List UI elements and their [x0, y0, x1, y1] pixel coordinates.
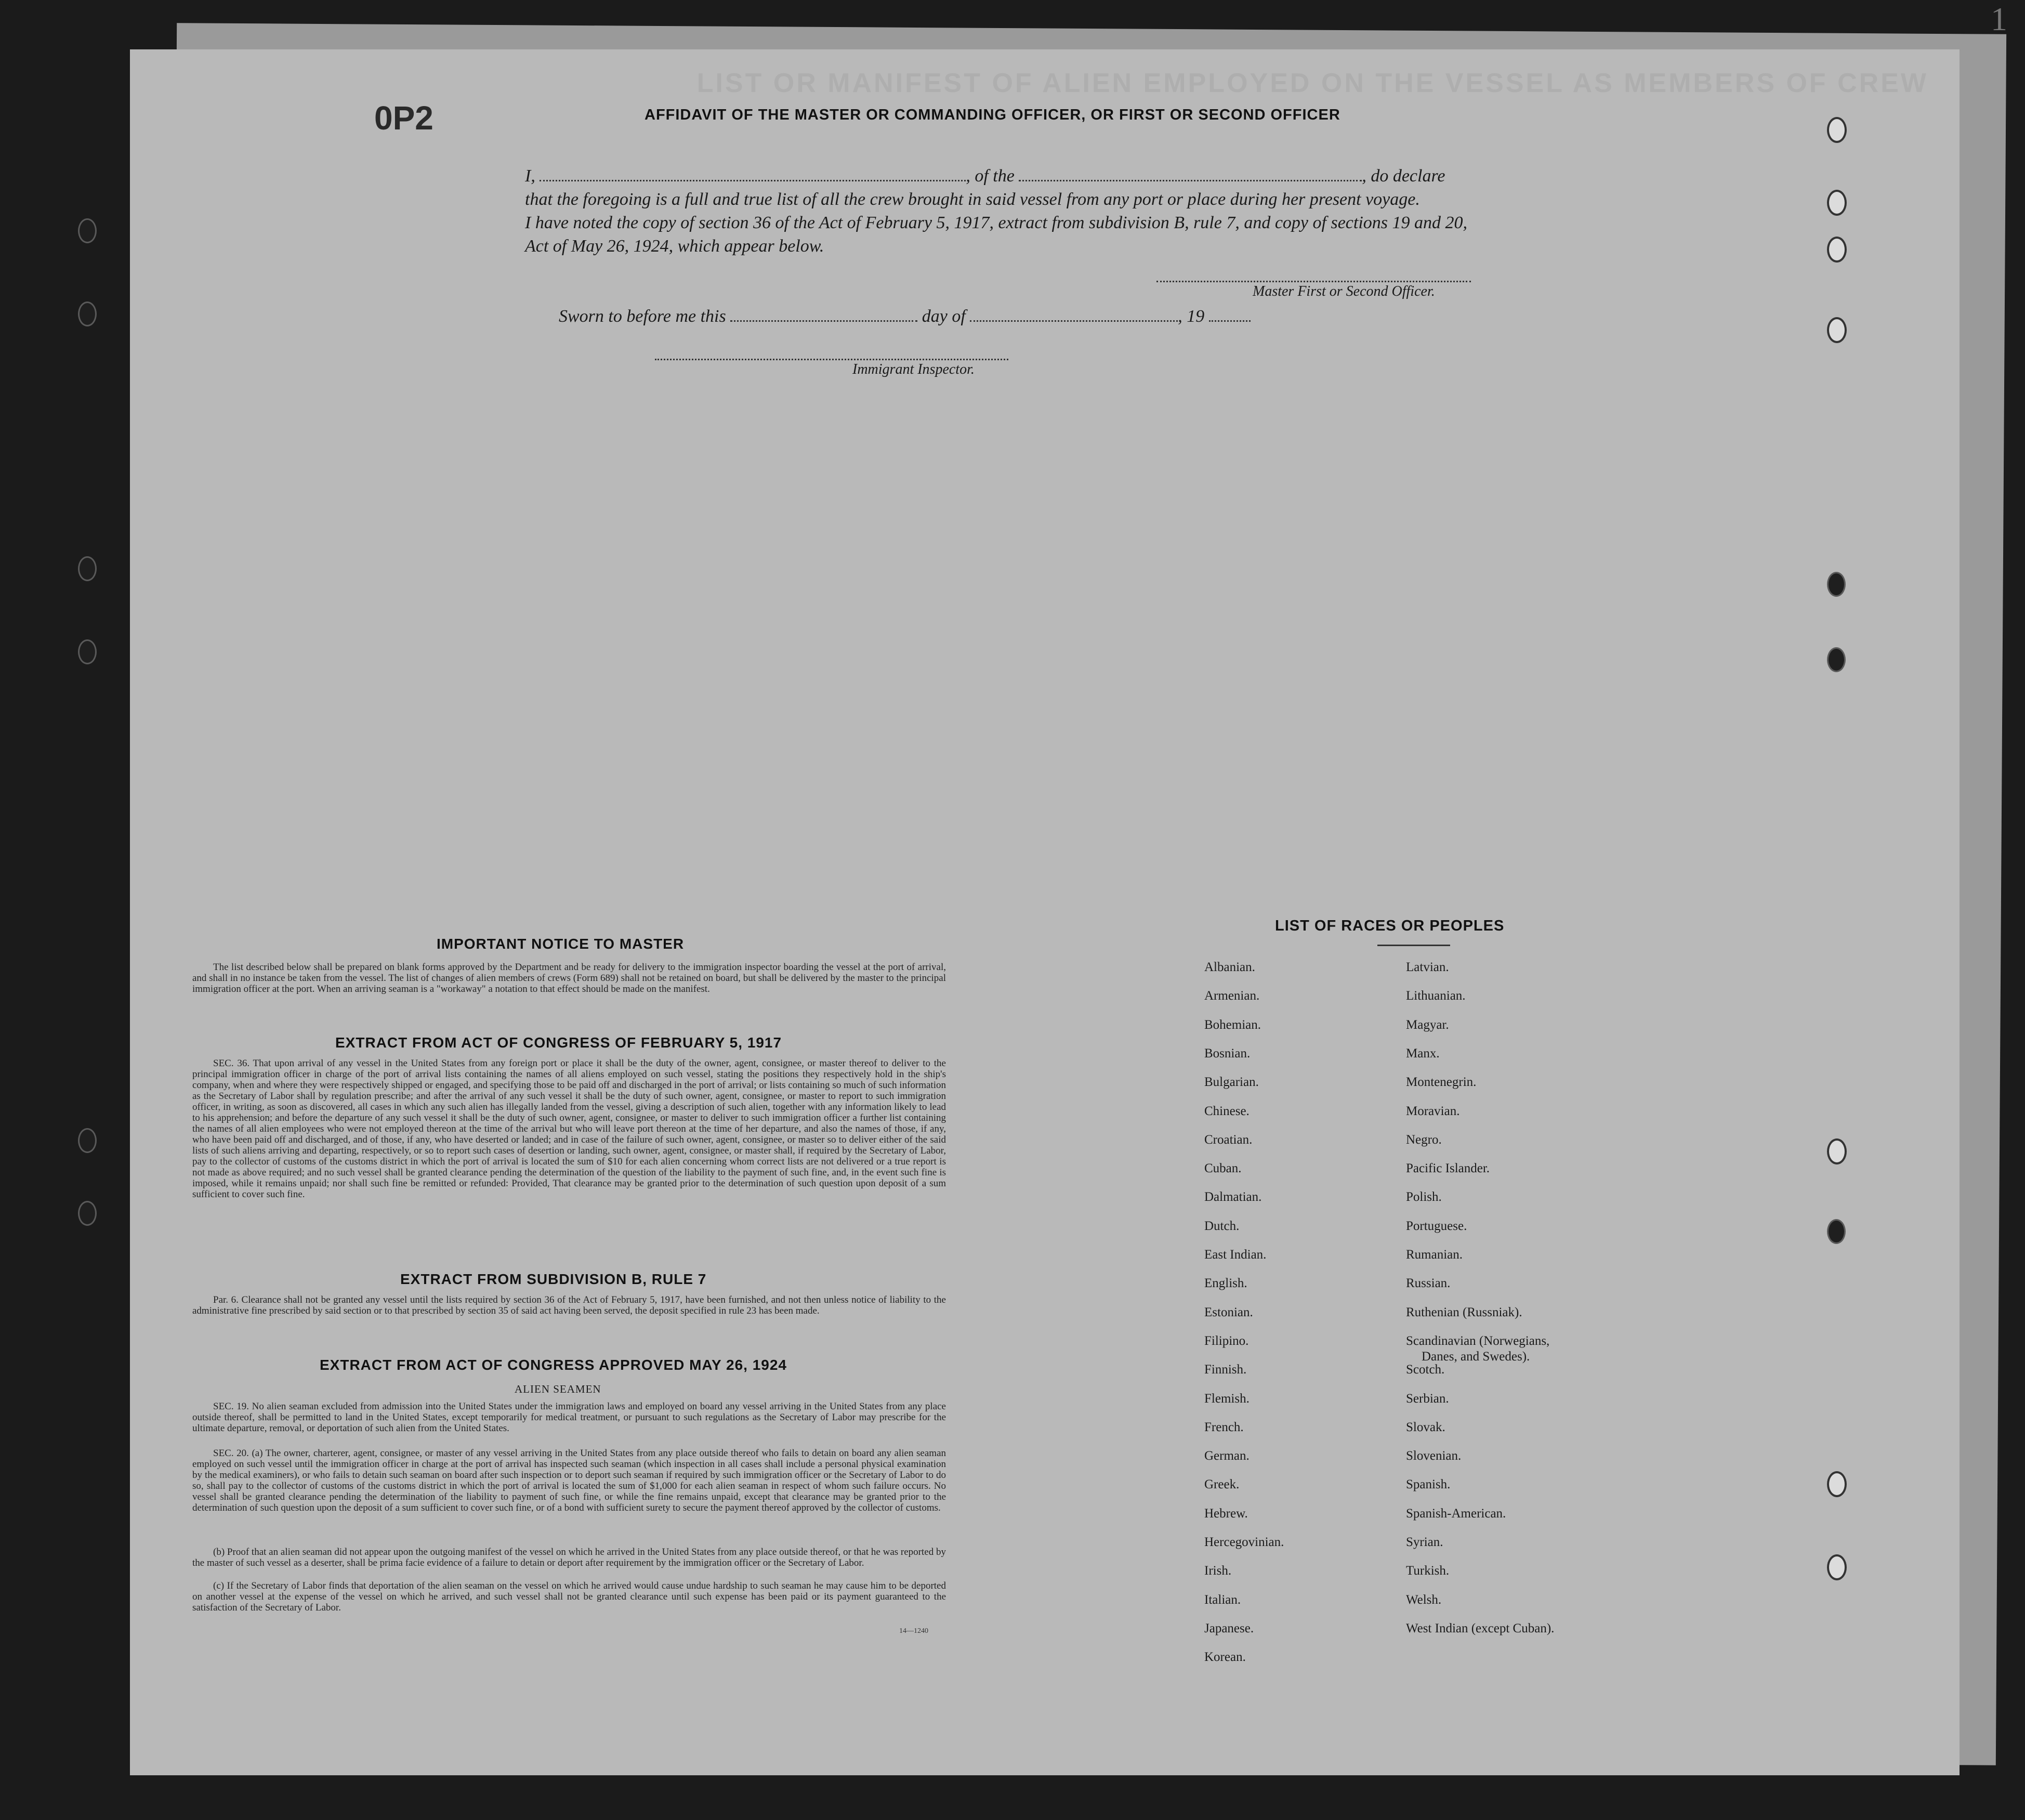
race-item: Serbian.	[1406, 1391, 1449, 1406]
race-item: Russian.	[1406, 1276, 1451, 1291]
race-item: Hebrew.	[1204, 1506, 1248, 1521]
race-item: Portuguese.	[1406, 1219, 1467, 1233]
race-item: Ruthenian (Russniak).	[1406, 1305, 1522, 1319]
rule7-body: Par. 6. Clearance shall not be granted any vessel until the lists required by section 36 of the Act of February 5, 1917, have been furnished, and not then unless notice of liability to the administrative fine prescribed by said section or to that prescribed by section 35 of said act having been served, the deposit specified in rule 23 has been made.	[192, 1294, 946, 1316]
corner-page-mark: 1	[1991, 1, 2007, 37]
race-item: Pacific Islander.	[1406, 1161, 1490, 1176]
form-code: 14—1240	[899, 1627, 928, 1635]
race-item: Scandinavian (Norwegians,	[1406, 1333, 1550, 1348]
race-item: Bosnian.	[1204, 1046, 1251, 1060]
race-item: German.	[1204, 1449, 1250, 1463]
manifest-page	[130, 49, 1960, 1775]
extract-1924-title: EXTRACT FROM ACT OF CONGRESS APPROVED MAY 26, 1924	[320, 1357, 787, 1373]
race-item: French.	[1204, 1420, 1244, 1434]
race-item: Albanian.	[1204, 960, 1255, 974]
race-item: Spanish.	[1406, 1477, 1451, 1492]
binder-hole-right-1	[1827, 117, 1847, 143]
race-item: Cuban.	[1204, 1161, 1242, 1176]
race-item: Dutch.	[1204, 1219, 1240, 1233]
race-item: Latvian.	[1406, 960, 1449, 974]
vessel-field[interactable]	[1019, 168, 1362, 181]
sworn-day-field[interactable]	[730, 309, 917, 322]
inspector-signature-label: Immigrant Inspector.	[852, 361, 975, 377]
rule7-title: EXTRACT FROM SUBDIVISION B, RULE 7	[400, 1271, 707, 1287]
race-item: Turkish.	[1406, 1564, 1450, 1578]
affidavit-line-3: I have noted the copy of section 36 of the Act of February 5, 1917, extract from subdivision B, rule 7, and copy of sections 19 and 20,	[525, 213, 1468, 232]
race-item: Flemish.	[1204, 1391, 1250, 1406]
binder-hole-left-1	[78, 218, 97, 243]
extract-1924-subtitle: ALIEN SEAMEN	[515, 1383, 601, 1395]
race-item: Magyar.	[1406, 1017, 1449, 1032]
binder-hole-left-3	[78, 556, 97, 581]
race-item: Bohemian.	[1204, 1017, 1261, 1032]
stamp-number: 0P2	[374, 99, 433, 137]
race-item: Korean.	[1204, 1650, 1246, 1665]
sworn-prefix: Sworn to before me this	[559, 307, 726, 326]
race-item: Japanese.	[1204, 1621, 1254, 1635]
race-item: Filipino.	[1204, 1333, 1249, 1348]
affidavit-line-1	[525, 166, 1445, 186]
sec-20c-body: (c) If the Secretary of Labor finds that deportation of the alien seaman on the vessel on which he arrived would cause undue hardship to such seaman he may cause him to be deported on another vessel at the expense of the vessel on which he arrived, and such vessel shall not be granted clearance until such expense has been paid or its payment guaranteed to the satisfaction of the Secretary of Labor.	[192, 1580, 946, 1613]
notice-body: The list described below shall be prepared on blank forms approved by the Department and be ready for delivery to the immigration inspector boarding the vessel at the port of arrival, and shall in no instance be taken from the vessel. The list of changes of alien members of crews (Form 689) shall not be retained on board, but shall be delivered by the master to the principal immigration officer at the port. When an arriving seaman is a "workaway" a notation to that effect should be made on the manifest.	[192, 962, 946, 994]
race-item: Moravian.	[1406, 1104, 1460, 1118]
races-title: LIST OF RACES OR PEOPLES	[1275, 918, 1505, 934]
bleed-through-header: LIST OR MANIFEST OF ALIEN EMPLOYED ON THE VESSEL AS MEMBERS OF CREW	[696, 68, 1928, 98]
sworn-year-field[interactable]	[1209, 309, 1251, 322]
sec-20a-body: SEC. 20. (a) The owner, charterer, agent, consignee, or master of any vessel arriving in the United States from any place outside thereof who fails to detain on board any alien seaman employed on such vessel until the immigration officer in charge at the port of arrival has inspected such seaman (which inspection in all cases shall include a personal physical examination by the medical examiners), or who fails to detain such seaman on board after such inspection or to deport such seaman if required by such immigration officer or the Secretary of Labor to do so, shall pay to the collector of customs of the customs district in which the port of arrival is located the sum of $1,000 for each alien seaman in respect of whom such failure occurs. No vessel shall be granted clearance pending the determination of the liability to payment of such fine, or while the fine remains unpaid, except that clearance may be granted prior to the determination of such question upon the deposit of a sum sufficient to cover such fine, or of a bond with sufficient surety to secure the payment thereof approved by the collector of customs.	[192, 1448, 946, 1513]
binder-hole-left-4	[78, 639, 97, 664]
race-item: Syrian.	[1406, 1535, 1443, 1549]
race-item: Armenian.	[1204, 989, 1260, 1003]
races-title-rule	[1377, 945, 1450, 946]
race-item: Polish.	[1406, 1190, 1442, 1204]
extract-1917-title: EXTRACT FROM ACT OF CONGRESS OF FEBRUARY 5, 1917	[335, 1035, 782, 1051]
race-item: Slovenian.	[1406, 1449, 1462, 1463]
race-item: Hercegovinian.	[1204, 1535, 1284, 1549]
race-item: Chinese.	[1204, 1104, 1250, 1118]
name-field[interactable]	[540, 168, 966, 181]
binder-hole-right-10	[1827, 1554, 1847, 1580]
race-item: Estonian.	[1204, 1305, 1253, 1319]
line1-middle: , of the	[966, 166, 1015, 186]
affidavit-line-4: Act of May 26, 1924, which appear below.	[525, 237, 824, 256]
race-item: Rumanian.	[1406, 1248, 1463, 1262]
race-item: Slovak.	[1406, 1420, 1445, 1434]
binder-hole-right-5	[1827, 572, 1846, 597]
binder-hole-left-6	[78, 1201, 97, 1226]
sworn-middle: day of	[922, 307, 966, 326]
race-item: Greek.	[1204, 1477, 1240, 1492]
binder-hole-left-5	[78, 1128, 97, 1153]
binder-hole-left-2	[78, 302, 97, 326]
binder-hole-right-4	[1827, 317, 1847, 343]
race-item: Finnish.	[1204, 1363, 1247, 1377]
extract-1917-body: SEC. 36. That upon arrival of any vessel in the United States from any foreign port or place it shall be the duty of the owner, agent, consignee, or master thereof to deliver to the principal immigration officer in charge of the port of arrival lists containing the names of all aliens employed on such vessel, stating the positions they respectively hold in the ship's company, when and where they were respectively shipped or engaged, and specifying those to be paid off and discharged in the port of arrival; or lists containing so much of such information as the Secretary of Labor shall by regulation prescribe; and after the arrival of any such vessel it shall be the duty of such owner, agent, consignee, or master to report to such immigration officer, in writing, as soon as discovered, all cases in which any such alien has illegally landed from the vessel, giving a description of such alien, together with any information likely to lead to his apprehension; and before the departure of any such vessel it shall be the duty of such owner, agent, consignee, or master to deliver to such immigration officer a further list containing the names of all alien employees who were not employed thereon at the time of the arrival but who will leave port thereon at the time of her departure, and also the names of those, if any, who have been paid off and discharged, and of those, if any, who have deserted or landed; and in case of the failure of such owner, agent, consignee, or master so to deliver either of the said lists of such aliens arriving and departing, respectively, or so to report such cases of desertion or landing, such owner, agent, consignee, or master shall, if required by the Secretary of Labor, pay to the collector of customs of the customs district in which the port of arrival is located the sum of $10 for each alien concerning whom correct lists are not delivered or a true report is not made as above required; and no such vessel shall be granted clearance pending the determination of the question of the liability to the payment of such fine, and, in the event such fine is imposed, while it remains unpaid; nor shall such fine be remitted or refunded: Provided, That clearance may be granted prior to the determination of such question upon deposit of a sum sufficient to cover such fine.	[192, 1058, 946, 1200]
race-item: Dalmatian.	[1204, 1190, 1262, 1204]
sworn-line	[559, 307, 1251, 326]
officer-signature-line[interactable]	[1156, 281, 1471, 282]
binder-hole-right-6	[1827, 647, 1846, 672]
race-item: Negro.	[1406, 1132, 1442, 1147]
binder-hole-right-9	[1827, 1471, 1847, 1497]
race-item: Bulgarian.	[1204, 1075, 1259, 1090]
binder-hole-right-2	[1827, 190, 1847, 216]
sec-20b-body: (b) Proof that an alien seaman did not appear upon the outgoing manifest of the vessel on which he arrived in the United States from any place outside thereof, or that he was reported by the master of such vessel as a deserter, shall be prima facie evidence of a failure to detain or deport after requirement by the immigration officer or the Secretary of Labor.	[192, 1547, 946, 1568]
race-item: Croatian.	[1204, 1132, 1253, 1147]
officer-signature-label: Master First or Second Officer.	[1253, 283, 1435, 299]
binder-hole-right-7	[1827, 1138, 1847, 1164]
line1-prefix: I,	[525, 166, 535, 186]
race-item: Spanish-American.	[1406, 1506, 1506, 1521]
race-item: West Indian (except Cuban).	[1406, 1621, 1555, 1635]
race-item: Italian.	[1204, 1592, 1241, 1607]
inspector-signature-line[interactable]	[655, 359, 1008, 360]
race-item: Scotch.	[1406, 1363, 1445, 1377]
race-item: English.	[1204, 1276, 1247, 1291]
binder-hole-right-3	[1827, 237, 1847, 263]
line1-suffix: , do declare	[1362, 166, 1445, 186]
race-item: Welsh.	[1406, 1592, 1442, 1607]
binder-hole-right-8	[1827, 1219, 1846, 1244]
sworn-year-prefix: , 19	[1178, 307, 1205, 326]
affidavit-title: AFFIDAVIT OF THE MASTER OR COMMANDING OFFICER, OR FIRST OR SECOND OFFICER	[645, 107, 1340, 123]
race-item: Irish.	[1204, 1564, 1232, 1578]
sworn-month-field[interactable]	[970, 309, 1178, 322]
race-item: Danes, and Swedes).	[1422, 1349, 1530, 1364]
sec-19-body: SEC. 19. No alien seaman excluded from admission into the United States under the immigration laws and employed on board any vessel arriving in the United States from any place outside thereof, shall be permitted to land in the United States, except temporarily for medical treatment, or pursuant to such regulations as the Secretary of Labor may prescribe for the ultimate departure, removal, or deportation of such alien from the United States.	[192, 1401, 946, 1434]
race-item: Montenegrin.	[1406, 1075, 1477, 1090]
affidavit-line-2: that the foregoing is a full and true list of all the crew brought in said vessel from any port or place during her present voyage.	[525, 190, 1420, 209]
race-item: East Indian.	[1204, 1248, 1267, 1262]
race-item: Manx.	[1406, 1046, 1440, 1060]
race-item: Lithuanian.	[1406, 989, 1466, 1003]
notice-title: IMPORTANT NOTICE TO MASTER	[437, 936, 685, 952]
